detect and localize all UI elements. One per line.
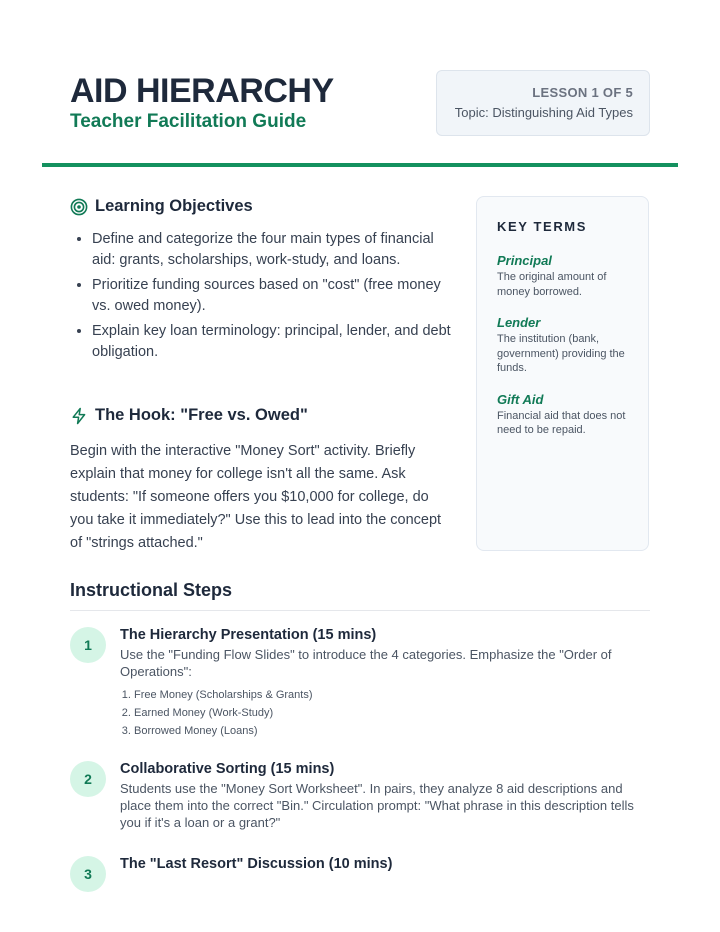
lesson-number: LESSON 1 OF 5 [532,85,633,100]
objective-item: • Explain key loan terminology: principal, lender, and debt obligation. [92,321,460,363]
step-sublist-item: 3. Borrowed Money (Loans) [134,722,650,740]
term-definition: The institution (bank, government) providing the funds. [497,333,625,374]
term-name: Principal [497,253,552,268]
term-name: Gift Aid [497,391,544,407]
objectives-heading: Learning Objectives [95,197,253,215]
lesson-topic: Topic: Distinguishing Aid Types [454,105,633,120]
hook-section [70,406,455,555]
step-title: The "Last Resort" Discussion (10 mins) [120,856,393,872]
hook-text: Begin with the interactive "Money Sort" activity. Briefly explain that money for college isn't all the same. Ask students: "If someone offers you $10,000 for college, do you take it immediately?" Use this to lead into the concept of "strings attached." [70,443,442,551]
key-term [497,392,632,438]
objectives-heading-row [70,197,460,216]
page-subtitle: Teacher Facilitation Guide [70,111,307,132]
steps-divider [70,610,650,611]
hook-heading: The Hook: "Free vs. Owed" [95,406,308,424]
term-name: Lender [497,315,541,330]
instructional-steps-heading: Instructional Steps [70,580,233,600]
step-number-badge: 2 [70,761,106,797]
step-description: Students use the "Money Sort Worksheet". In pairs, they analyze 8 aid descriptions and place them into the correct "Bin." Circulation prompt: "What phrase in this description tells you if it's a loan or a grant?" [120,781,634,830]
step-title: Collaborative Sorting (15 mins) [120,761,335,777]
step-content [120,856,650,872]
term-definition: The original amount of money borrowed. [497,271,607,298]
key-terms-panel [476,196,649,551]
learning-objectives-section [70,197,460,367]
objective-item: • Prioritize funding sources based on "cost" (free money vs. owed money). [92,275,460,317]
lesson-info-box [436,70,650,136]
key-term [497,253,632,299]
target-icon [70,198,88,216]
step-content [120,627,650,740]
step-sublist [120,686,650,740]
step-title: The Hierarchy Presentation (15 mins) [120,627,377,643]
objective-item: • Define and categorize the four main types of financial aid: grants, scholarships, work-study, and loans. [92,229,460,271]
key-terms-title: KEY TERMS [497,219,588,234]
lightning-icon [70,407,88,425]
step-number-badge: 1 [70,627,106,663]
step-content [120,761,650,831]
page-title: AID HIERARCHY [70,72,334,110]
header-divider [42,163,678,167]
hook-heading-row [70,406,455,425]
key-term [497,315,632,376]
term-definition: Financial aid that does not need to be repaid. [497,409,626,436]
step-description: Use the "Funding Flow Slides" to introduce the 4 categories. Emphasize the "Order of Operations": [120,647,612,679]
step-number-badge: 3 [70,856,106,892]
step-sublist-item: 1. Free Money (Scholarships & Grants) [134,686,650,704]
page-header [70,70,650,140]
step-sublist-item: 2. Earned Money (Work-Study) [134,704,650,722]
objectives-list [70,229,460,363]
